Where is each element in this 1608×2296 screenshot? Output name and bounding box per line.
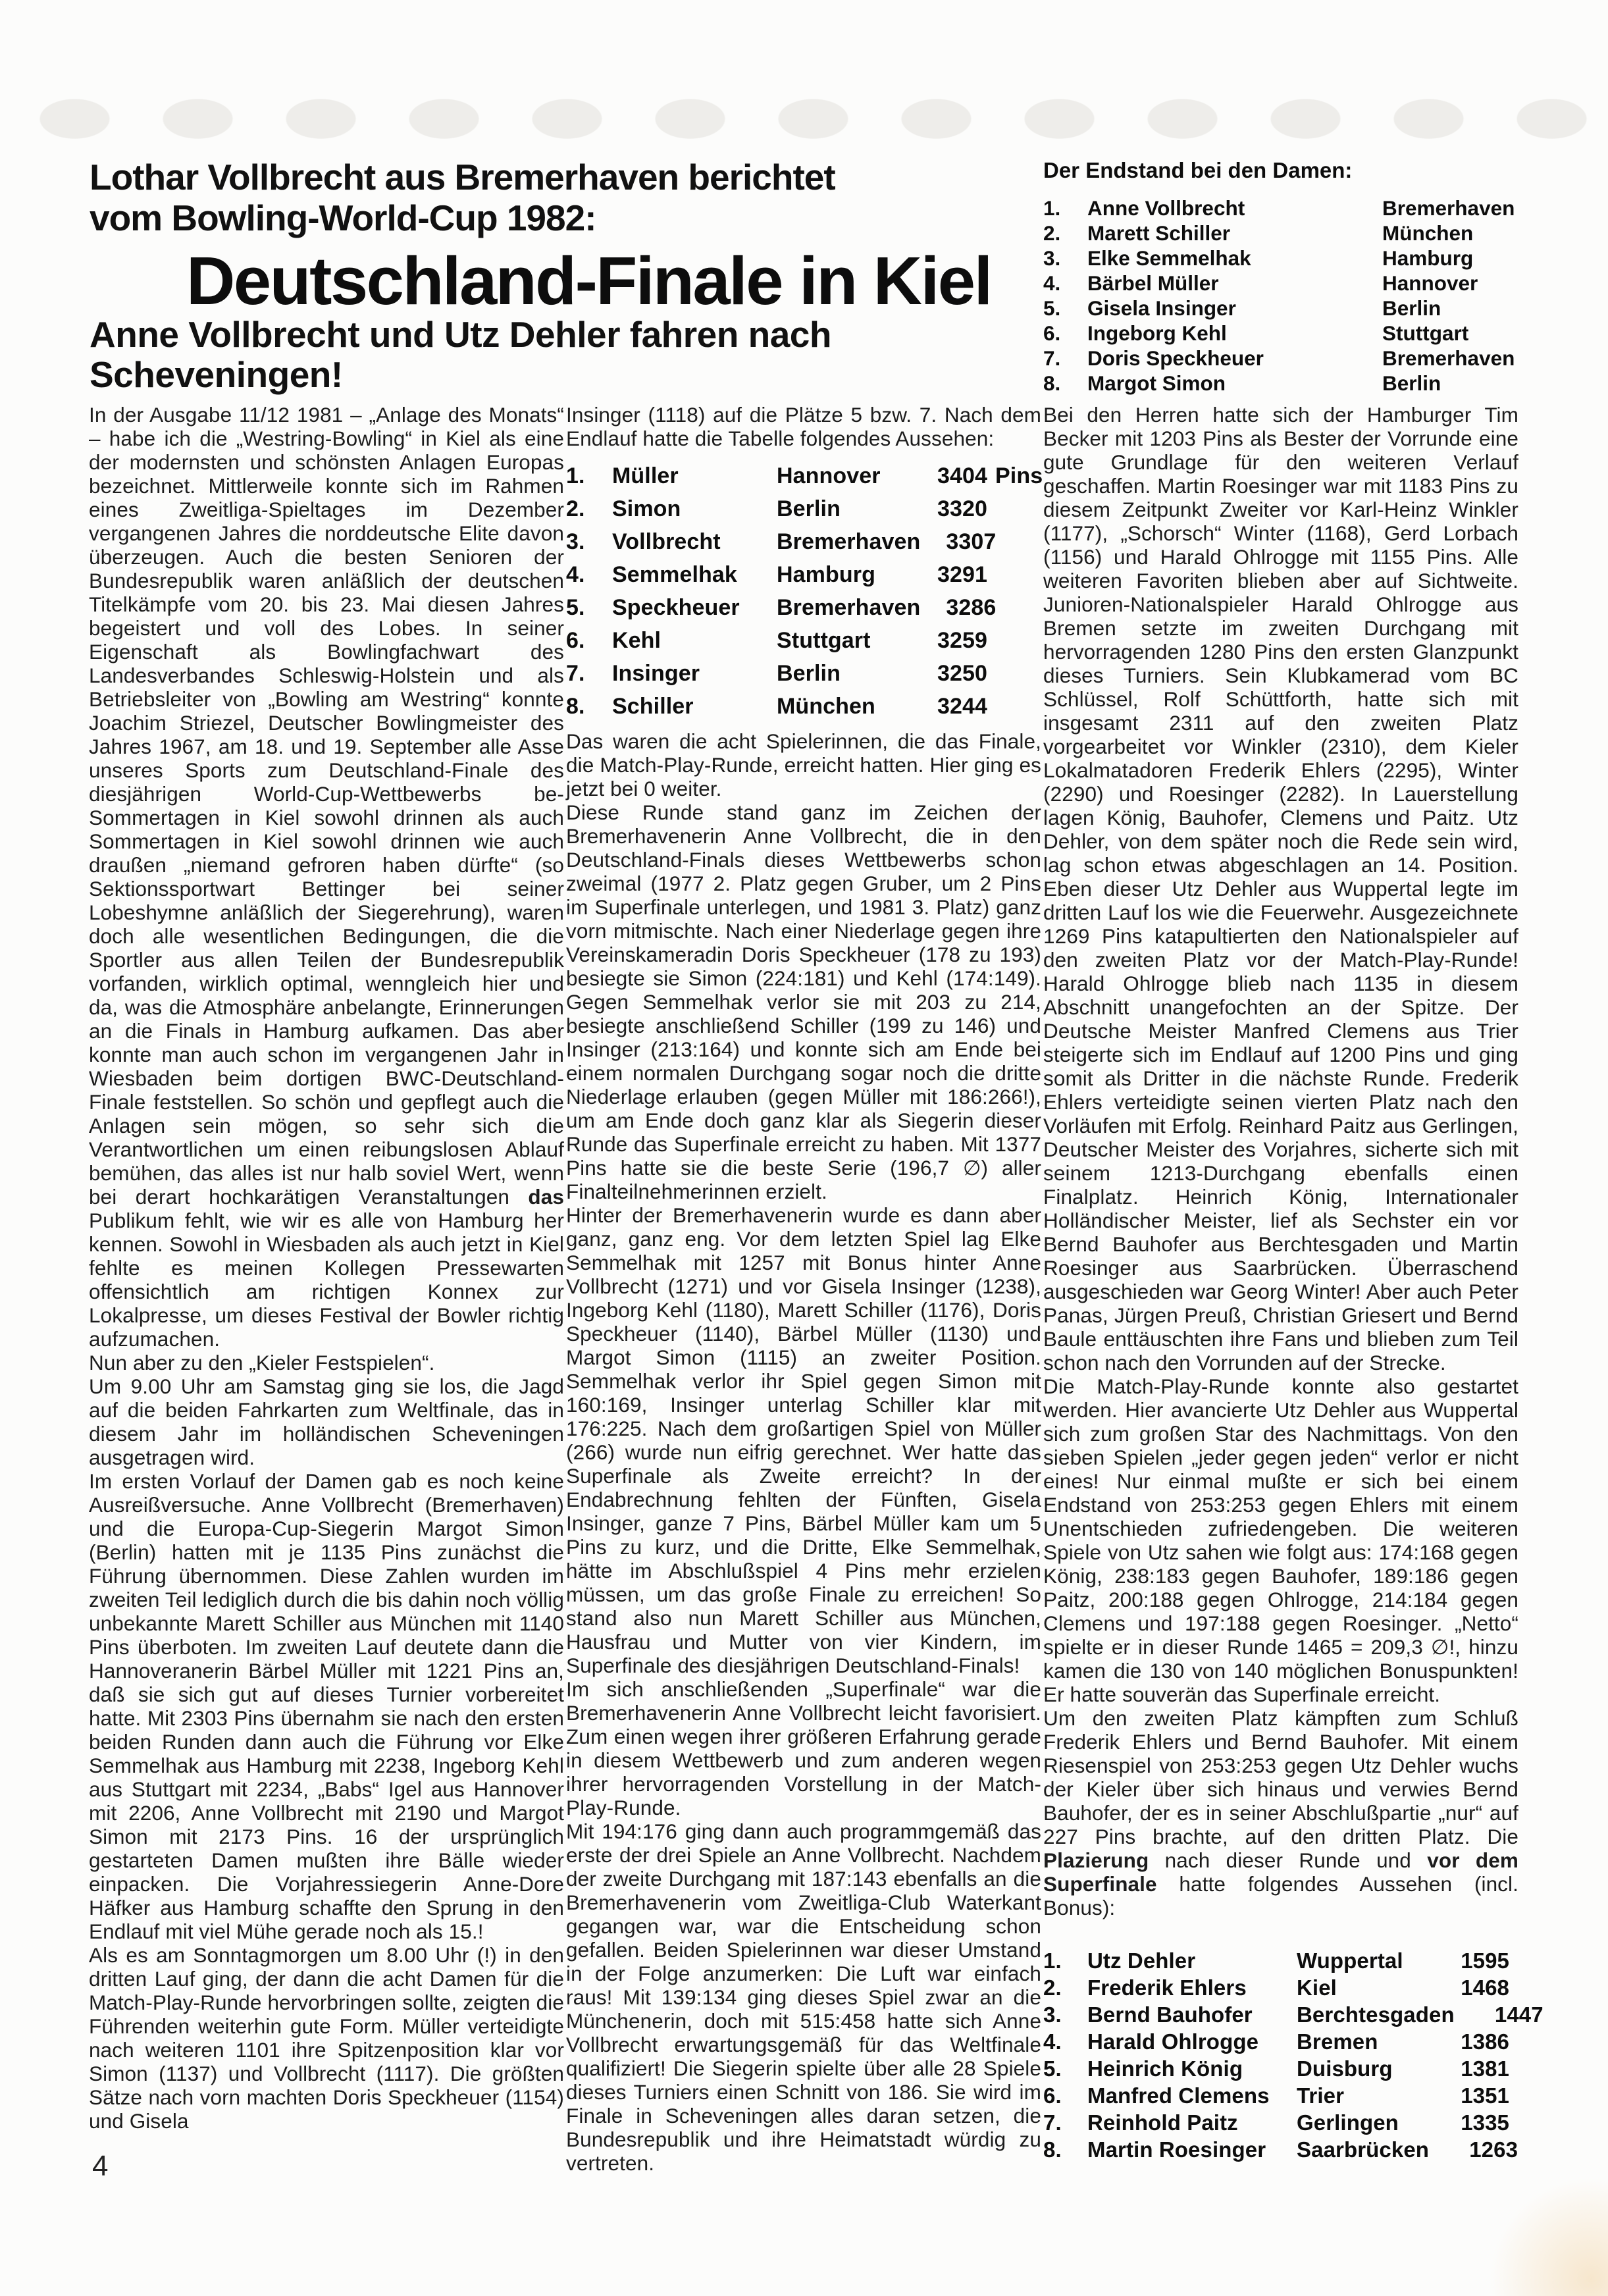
table-row [566,657,1041,690]
paragraph: Um den zweiten Platz kämpften zum Schluß Frederik Ehlers und Bernd Bauhofer. Mit einem Riesenspiel von 253:253 gegen Utz Dehler wuchs der Kieler über sich hinaus und verwies Bernd Bauhofer, der es in seiner Abschlußpartie „nur“ auf 227 Pins brachte, auf den dritten Platz. Die Plazierung nach dieser Runde und vor dem Superfinale hatte folgendes Aussehen (incl. Bonus): [1043,1706,1518,1919]
table-cell: 1595 [1461,1948,1509,1973]
table-row [1043,2109,1509,2136]
middle-column-text [566,729,1041,2175]
table-cell: 4. [566,562,585,587]
article-title: Deutschland-Finale in Kiel [186,243,991,319]
endlauf-table [566,459,1041,723]
table-cell: 3259 [937,628,987,653]
table-cell: 4. [1043,271,1061,295]
table-cell: Berlin [777,496,841,521]
table-cell: Utz Dehler [1087,1948,1196,1973]
table-cell: 6. [1043,2083,1062,2108]
table-cell: Hannover [777,463,881,488]
table-cell: 1351 [1461,2083,1509,2108]
table-row [566,591,1041,624]
table-cell: 8. [1043,2137,1062,2162]
table-cell: 7. [566,661,585,686]
table-cell: 1447 [1494,2002,1543,2027]
table-cell: Berlin [777,661,841,686]
table-cell: 3. [1043,246,1061,270]
table-cell: Trier [1297,2083,1345,2108]
table-cell: 2. [1043,1975,1062,2000]
table-cell: 3. [1043,2002,1062,2027]
table-cell: Insinger [612,661,700,686]
table-cell: Vollbrecht [612,529,721,554]
table-cell: Gisela Insinger [1087,296,1236,320]
column-middle [566,403,1041,2175]
paragraph: Um 9.00 Uhr am Samstag ging sie los, die Jagd auf die beiden Fahrkarten zum Weltfinale, das in diesem Jahr im holländischen Scheveningen ausgetragen wird. [89,1374,564,1469]
damen-endstand-box [1043,158,1518,396]
table-cell: Berlin [1382,371,1441,395]
table-cell: Schiller [612,694,694,719]
table-row [1043,371,1518,396]
paragraph: Hinter der Bremerhavenerin wurde es dann aber ganz, ganz eng. Vor dem letzten Spiel lag Elke Semmelhak mit 1257 mit Bonus hinter Anne Vollbrecht (1271) und vor Gisela Insinger (1238), Ingeborg Kehl (1180), Marett Schiller (1176), Doris Speckheuer (1140), Bärbel Müller (1130) und Margot Simon (1115) an zweiter Position. Semmelhak verlor ihr Spiel gegen Simon mit 160:169, Insinger unterlag Schiller klar mit 176:225. Nach dem großartigen Spiel von Müller (266) wurde nun eifrig gerechnet. Wer hatte das Superfinale als Zweite erreicht? In der Endabrechnung fehlten der Fünften, Gisela Insinger, ganze 7 Pins, Bärbel Müller kam um 5 Pins zu kurz, und die Dritte, Elke Semmelhak, hätte im Abschlußspiel 4 Pins mehr erzielen müssen, um das große Finale zu erreichen! So stand also nun Marett Schiller aus München, Hausfrau und Mutter von vier Kindern, im Superfinale des diesjährigen Deutschland-Finals! [566,1203,1041,1677]
table-cell: 3244 [937,694,987,719]
table-row [1043,196,1518,221]
paragraph: Insinger (1118) auf die Plätze 5 bzw. 7. Nach dem Endlauf hatte die Tabelle folgendes Aussehen: [566,403,1041,450]
table-cell: Elke Semmelhak [1087,246,1251,270]
table-cell: 1468 [1461,1975,1509,2000]
table-cell: Martin Roesinger [1087,2137,1266,2162]
table-cell: Pins [995,463,1043,488]
table-cell: Müller [612,463,679,488]
table-row [566,690,1041,723]
table-cell: 5. [566,595,585,620]
paragraph: In der Ausgabe 11/12 1981 – „Anlage des Monats“ – habe ich die „Westring-Bowling“ in Kiel als eine der modernsten und schönsten Anlagen Europas bezeichnet. Mittlerweile konnte sich im Rahmen eines Zweitliga-Spieltages im Dezember vergangenen Jahres die norddeutsche Elite davon überzeugen. Auch die besten Senioren der Bundesrepublik waren anläßlich der deutschen Titelkämpfe vom 20. bis 23. Mai diesen Jahres begeistert und voll des Lobes. In seiner Eigenschaft als Bowlingfachwart des Landesverbandes Schleswig-Holstein und als Betriebsleiter von „Bowling am Westring“ konnte Joachim Striezel, Deutscher Bowlingmeister des Jahres 1967, am 18. und 19. September alle Asse unseres Sports zum Deutschland-Finale des diesjährigen World-Cup-Wettbewerbs be- Sommertagen in Kiel sowohl drinnen als auch Sommertagen in Kiel sowohl drinnen wie auch draußen „niemand gefroren haben dürfte“ (so Sektionssportwart Bettinger bei seiner Lobeshymne anläßlich der Siegerehrung), waren doch alle wesentlichen Bedingungen, die die Sportler aus allen Teilen der Bundesrepublik vorfanden, wirklich optimal, wenngleich hier und da, was die Atmosphäre anbelangte, Erinnerungen an die Finals in Hamburg aufkamen. Das aber konnte man auch schon im vergangenen Jahr in Wiesbaden beim dortigen BWC-Deutschland-Finale feststellen. So schön und gepflegt auch die Anlagen sein mögen, so sehr sich die Verantwortlichen um einen reibungslosen Ablauf bemühen, das alles ist nur halb soviel Wert, wenn bei derart hochkarätigen Veranstaltungen das Publikum fehlt, wie wir es alle von Hamburg her kennen. Sowohl in Wiesbaden als auch jetzt in Kiel fehlte es meinen Kollegen Pressewarten offensichtlich am richtigen Konnex zur Lokalpresse, um dieses Festival der Bowler richtig aufzumachen. [89,403,564,1351]
paragraph: Als es am Sonntagmorgen um 8.00 Uhr (!) in den dritten Lauf ging, der dann die acht Damen für die Match-Play-Runde hervorbringen sollte, zeigten die Führenden weiterhin gute Form. Müller verteidigte nach weiteren 1101 ihre Spitzenposition klar vor Simon (1137) und Vollbrecht (1117). Die größten Sätze nach vorn machten Doris Speckheuer (1154) und Gisela [89,1943,564,2133]
table-row [566,492,1041,525]
table-cell: 4. [1043,2029,1062,2054]
damen-endstand-title: Der Endstand bei den Damen: [1043,158,1353,182]
table-row [1043,296,1518,321]
table-cell: 2. [1043,221,1061,245]
paragraph: Bei den Herren hatte sich der Hamburger Tim Becker mit 1203 Pins als Bester der Vorrunde eine gute Grundlage für den weiteren Verlauf geschaffen. Martin Roesinger war mit 1183 Pins zu diesem Zeitpunkt Zweiter vor Karl-Heinz Winkler (1177), „Schorsch“ Winter (1168), Gerd Lorbach (1156) und Harald Ohlrogge mit 1155 Pins. Alle weiteren Favoriten blieben aber auf Sichtweite. Junioren-Nationalspieler Harald Ohlrogge aus Bremen setzte im zweiten Durchgang mit hervorragenden 1280 Pins den ersten Glanzpunkt dieses Turniers. Sein Klubkamerad vom BC Schlüssel, Rolf Schüttforth, hatte sich mit insgesamt 2311 auf den zweiten Platz vorgearbeitet vor Winkler (2310), dem Kieler Lokalmatadoren Frederik Ehlers (2295), Winter (2290) und Roesinger (2282). In Lauerstellung lagen König, Bauhofer, Clemens und Paitz. Utz Dehler, von dem später noch die Rede sein wird, lag schon etwas abgeschlagen an 14. Position. Eben dieser Utz Dehler aus Wuppertal legte im dritten Lauf los wie die Feuerwehr. Ausgezeichnete 1269 Pins katapultierten den Nationalspieler auf den zweiten Platz vor der Match-Play-Runde! Harald Ohlrogge blieb nach 1135 in diesem Abschnitt unangefochten an der Spitze. Der Deutsche Meister Manfred Clemens aus Trier steigerte sich im Endlauf auf 1200 Pins und ging somit als Dritter in die nächste Runde. Frederik Ehlers verteidigte seinen vierten Platz nach den Vorläufen mit Erfolg. Reinhard Paitz aus Gerlingen, Deutscher Meister des Vorjahres, sicherte sich mit seinem 1213-Durchgang ebenfalls einen Finalplatz. Heinrich König, Internationaler Holländischer Meister, lief als Sechster ein vor Bernd Bauhofer aus Berchtesgaden und Martin Roesinger aus Saarbrücken. Überraschend ausgeschieden war Georg Winter! Aber auch Peter Panas, Jürgen Preuß, Christian Griesert und Bernd Baule enttäuschten ihre Fans und blieben zum Teil schon nach den Vorrunden auf der Strecke. [1043,403,1518,1374]
table-row [1043,1947,1509,1974]
table-cell: München [1382,221,1474,245]
table-cell: Reinhold Paitz [1087,2110,1238,2135]
table-cell: Stuttgart [1382,321,1469,345]
table-cell: Hamburg [1382,246,1474,270]
table-row [1043,221,1518,246]
table-cell: Bremen [1297,2029,1378,2054]
table-row [566,525,1041,558]
kicker-line-1: Lothar Vollbrecht aus Bremerhaven berichtet [90,157,835,197]
damen-endstand-table [1043,196,1518,396]
table-cell: 3404 [937,463,987,488]
table-row [566,624,1041,657]
table-row [1043,2001,1543,2028]
page-number: 4 [92,2150,109,2182]
table-cell: Hamburg [777,562,875,587]
table-cell: Manfred Clemens [1087,2083,1270,2108]
table-row [1043,2055,1509,2082]
table-cell: Hannover [1382,271,1478,295]
table-cell: Margot Simon [1087,371,1226,395]
table-cell: 6. [566,628,585,653]
table-cell: Semmelhak [612,562,737,587]
table-cell: Anne Vollbrecht [1087,196,1245,220]
table-cell: Bernd Bauhofer [1087,2002,1253,2027]
table-cell: Ingeborg Kehl [1087,321,1227,345]
table-cell: Duisburg [1297,2056,1393,2081]
table-cell: Bärbel Müller [1087,271,1219,295]
table-cell: 1335 [1461,2110,1509,2135]
table-cell: 8. [566,694,585,719]
halftone-band [13,83,1593,141]
table-cell: 6. [1043,321,1061,345]
table-cell: 1. [1043,1948,1062,1973]
paragraph: Die Match-Play-Runde konnte also gestartet werden. Hier avancierte Utz Dehler aus Wuppertal sich zum großen Star des Nachmittags. Von den sieben Spielen „jeder gegen jeden“ verlor er nicht eines! Nur einmal mußte er sich bei einem Endstand von 253:253 gegen Ehlers mit einem Unentschieden zufriedengeben. Die weiteren Spiele von Utz sahen wie folgt aus: 174:168 gegen König, 238:183 gegen Bauhofer, 189:186 gegen Paitz, 200:188 gegen Ohlrogge, 214:184 gegen Clemens und 197:188 gegen Roesinger. „Netto“ spielte er in dieser Runde 1465 = 209,3 ∅!, hinzu kamen die 130 von 140 möglichen Bonuspunkten! Er hatte souverän das Superfinale erreicht. [1043,1374,1518,1706]
table-cell: 1381 [1461,2056,1509,2081]
table-cell: 3286 [946,595,997,620]
table-cell: 1. [1043,196,1061,220]
paragraph: Das waren die acht Spielerinnen, die das Finale, die Match-Play-Runde, erreicht hatten. Hier ging es jetzt bei 0 weiter. [566,729,1041,800]
table-cell: 1263 [1469,2137,1518,2162]
table-cell: Bremerhaven [777,529,921,554]
table-cell: Berlin [1382,296,1441,320]
table-row [1043,2028,1509,2055]
table-cell: Gerlingen [1297,2110,1399,2135]
table-cell: Saarbrücken [1297,2137,1430,2162]
table-cell: Harald Ohlrogge [1087,2029,1259,2054]
table-cell: Bremerhaven [777,595,921,620]
table-cell: 1. [566,463,585,488]
paragraph: Im sich anschließenden „Superfinale“ war die Bremerhavenerin Anne Vollbrecht leicht favorisiert. Zum einen wegen ihrer größeren Erfahrung gerade in diesem Wettbewerb und zum anderen wegen ihrer hervorragenden Vorstellung in der Match-Play-Runde. [566,1677,1041,1819]
table-cell: 3250 [937,661,987,686]
table-cell: 3291 [937,562,987,587]
table-cell: 3. [566,529,585,554]
paragraph: Im ersten Vorlauf der Damen gab es noch keine Ausreißversuche. Anne Vollbrecht (Bremerhaven) und die Europa-Cup-Siegerin Margot Simon (Berlin) hatten mit je 1135 Pins zunächst die Führung übernommen. Diese Zahlen wurden im zweiten Teil lediglich durch die bis dahin noch völlig unbekannte Marett Schiller aus München mit 1140 Pins überboten. Im zweiten Lauf deutete dann die Hannoveranerin Bärbel Müller mit 1221 Pins an, daß sie sich gut auf dieses Turnier vorbereitet hatte. Mit 2303 Pins übernahm sie nach den ersten beiden Runden dann auch die Führung vor Elke Semmelhak aus Hamburg mit 2238, Ingeborg Kehl aus Stuttgart mit 2234, „Babs“ Igel aus Hannover mit 2206, Anne Vollbrecht mit 2190 und Margot Simon mit 2173 Pins. 16 der ursprünglich gestarteten Damen mußten ihre Bälle wieder einpacken. Die Vorjahressiegerin Anne-Dore Häfker aus Hamburg schaffte den Sprung in den Endlauf mit viel Mühe gerade noch als 15.! [89,1469,564,1943]
middle-column-intro [566,403,1041,450]
left-column-text [89,403,564,2133]
table-row [1043,2136,1518,2163]
table-cell: 7. [1043,346,1061,370]
table-cell: 5. [1043,2056,1062,2081]
table-cell: 8. [1043,371,1061,395]
table-cell: Frederik Ehlers [1087,1975,1247,2000]
table-cell: Kiel [1297,1975,1337,2000]
table-cell: Berchtesgaden [1297,2002,1455,2027]
table-cell: Wuppertal [1297,1948,1403,1973]
table-row [1043,246,1518,271]
paragraph: Nun aber zu den „Kieler Festspielen“. [89,1351,435,1374]
table-cell: Stuttgart [777,628,871,653]
table-cell: 7. [1043,2110,1062,2135]
herren-plazierung-table [1043,1947,1543,2163]
table-cell: 2. [566,496,585,521]
table-row [1043,321,1518,346]
table-cell: München [777,694,875,719]
table-cell: Speckheuer [612,595,740,620]
table-row [1043,2082,1509,2109]
table-cell: Heinrich König [1087,2056,1243,2081]
table-cell: Doris Speckheuer [1087,346,1264,370]
paragraph: Diese Runde stand ganz im Zeichen der Bremerhavenerin Anne Vollbrecht, die in den Deutschland-Finals dieses Wettbewerbs schon zweimal (1977 2. Platz gegen Gruber, um 2 Pins im Superfinale unterlegen, und 1981 3. Platz) ganz vorn mitmischte. Nach einer Niederlage gegen ihre Vereinskameradin Doris Speckheuer (178 zu 193) besiegte sie Simon (224:181) und Kehl (174:149). Gegen Semmelhak verlor sie mit 203 zu 214, besiegte anschließend Schiller (199 zu 146) und Insinger (213:164) und konnte sich am Ende bei einem normalen Durchgang sogar noch die dritte Niederlage erlauben (gegen Müller mit 186:266!), um am Ende doch ganz klar als Siegerin dieser Runde das Superfinale erreicht zu haben. Mit 1377 Pins hatte sie die beste Serie (196,7 ∅) aller Finalteilnehmerinnen erzielt. [566,800,1041,1203]
table-cell: Marett Schiller [1087,221,1231,245]
table-cell: 5. [1043,296,1061,320]
kicker [90,157,835,238]
table-row [566,459,1041,492]
table-cell: Kehl [612,628,661,653]
table-row [1043,346,1518,371]
table-cell: 3307 [946,529,997,554]
table-cell: Simon [612,496,681,521]
right-column-text [1043,403,1518,1919]
table-row [1043,1974,1509,2001]
column-left [89,403,564,2133]
table-cell: Bremerhaven [1382,346,1515,370]
table-row [566,558,1041,591]
table-cell: 1386 [1461,2029,1509,2054]
column-right [1043,403,1543,2163]
table-cell: Bremerhaven [1382,196,1515,220]
paragraph: Mit 194:176 ging dann auch programmgemäß das erste der drei Spiele an Anne Vollbrecht. Nachdem der zweite Durchgang mit 187:143 ebenfalls an die Bremerhavenerin vom Zweitliga-Club Waterkant gegangen war, war die Entscheidung schon gefallen. Beiden Spielerinnen war dieser Umstand in der Folge anzumerken: Die Luft war einfach raus! Mit 139:134 ging dieses Spiel zwar an die Münchenerin, doch mit 515:458 hatte sich Anne Vollbrecht erwartungsgemäß für das Weltfinale qualifiziert! Die Siegerin spielte über alle 28 Spiele dieses Turniers einen Schnitt von 186. Sie wird im Finale in Scheveningen alles daran setzen, die Bundesrepublik und ihre Heimatstadt würdig zu vertreten. [566,1819,1041,2175]
table-cell: 3320 [937,496,987,521]
kicker-line-2: vom Bowling-World-Cup 1982: [90,197,596,238]
corner-smudge [1490,2178,1608,2296]
table-row [1043,271,1518,296]
article-subtitle: Anne Vollbrecht und Utz Dehler fahren nach Scheveningen! [90,314,831,395]
